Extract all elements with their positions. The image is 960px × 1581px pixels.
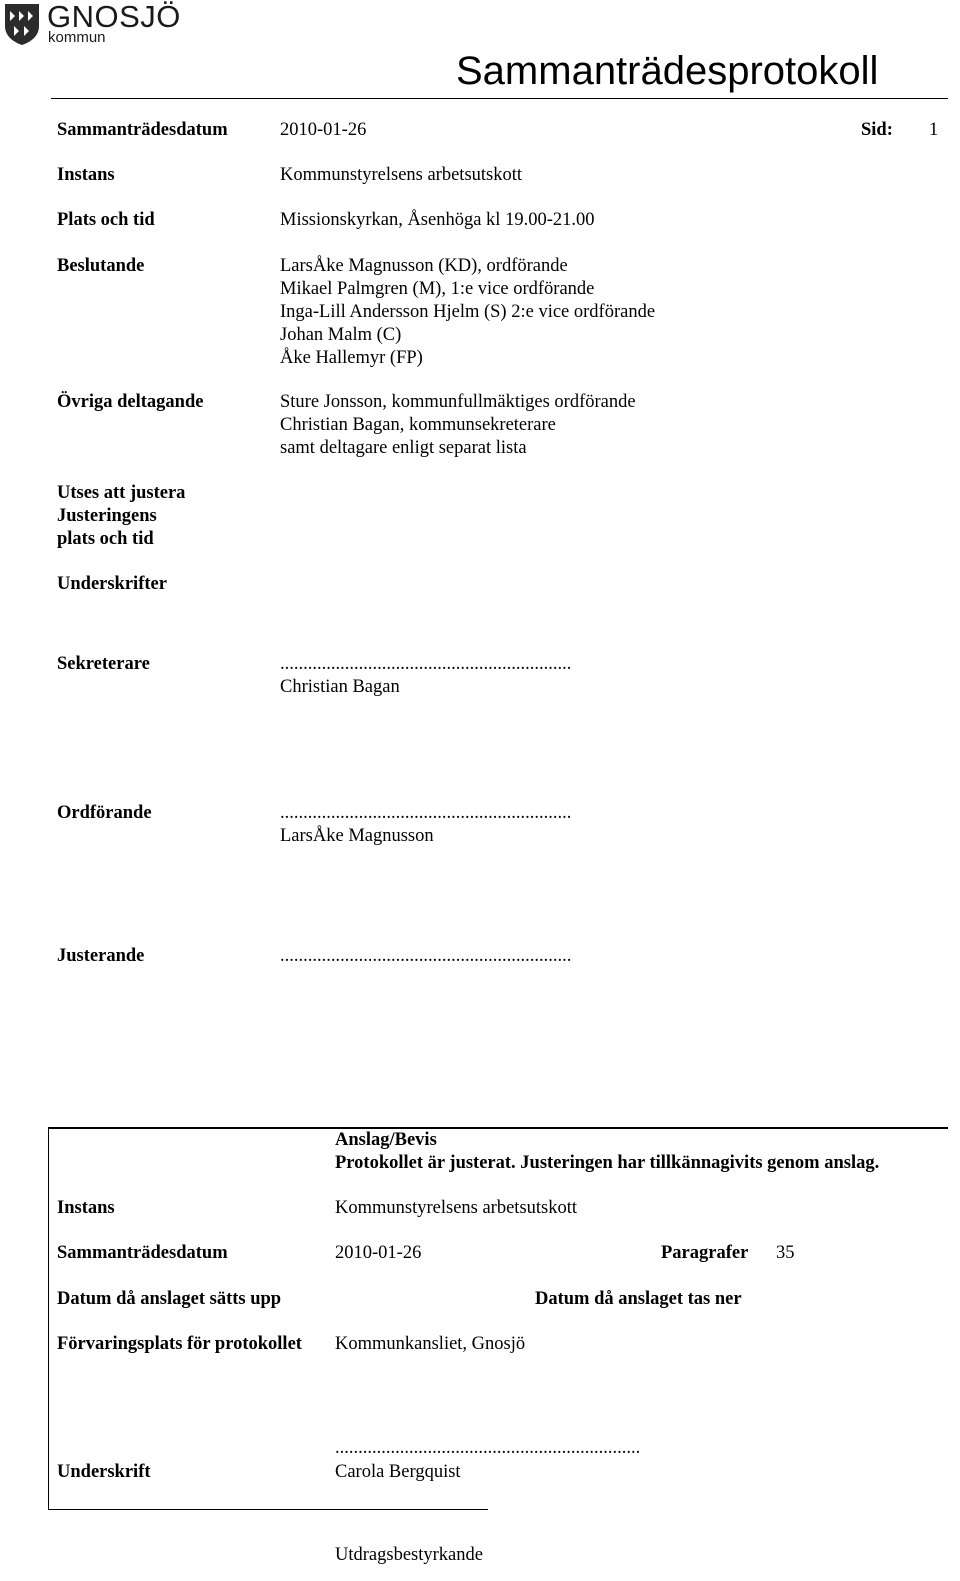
meeting-date-label: Sammanträdesdatum: [57, 120, 228, 140]
place-label: Plats och tid: [57, 210, 155, 230]
signatures-label: Underskrifter: [57, 574, 167, 594]
paragraphs-value: 35: [776, 1243, 795, 1263]
page-label: Sid:: [861, 120, 893, 140]
title-rule: [51, 98, 948, 99]
document-title: Sammanträdesprotokoll: [456, 49, 879, 93]
notice-date-label: Sammanträdesdatum: [57, 1243, 228, 1263]
extract-certification-label: Utdragsbestyrkande: [335, 1545, 483, 1565]
other-participants: Sture Jonsson, kommunfullmäktiges ordförande Christian Bagan, kommunsekreterare samt deltagare enligt separat lista: [280, 392, 636, 458]
chair-signature-line: ...............................................................: [280, 803, 572, 823]
notice-left-border: [48, 1127, 49, 1510]
coat-of-arms-icon: [3, 2, 41, 46]
chair-name: LarsÅke Magnusson: [280, 826, 434, 846]
deciding-members: LarsÅke Magnusson (KD), ordförande Mikael Palmgren (M), 1:e vice ordförande Inga-Lill Andersson Hjelm (S) 2:e vice ordförande Johan Malm (C) Åke Hallemyr (FP): [280, 256, 656, 368]
secretary-signature-line: ...............................................................: [280, 654, 572, 674]
notice-top-border: [48, 1127, 948, 1129]
notice-heading: Anslag/Bevis: [335, 1130, 437, 1150]
notice-date-value: 2010-01-26: [335, 1243, 422, 1263]
notice-instance-value: Kommunstyrelsens arbetsutskott: [335, 1198, 578, 1218]
deciding-label: Beslutande: [57, 256, 145, 276]
paragraphs-label: Paragrafer: [661, 1243, 749, 1263]
notice-instance-label: Instans: [57, 1198, 115, 1218]
secretary-name: Christian Bagan: [280, 677, 400, 697]
notice-statement: Protokollet är justerat. Justeringen har tillkännagivits genom anslag.: [335, 1153, 880, 1173]
signature-name: Carola Bergquist: [335, 1462, 461, 1482]
meeting-date-value: 2010-01-26: [280, 120, 367, 140]
adjuster-label: Justerande: [57, 946, 145, 966]
page-number: 1: [929, 120, 939, 140]
signature-line: ..................................................................: [335, 1438, 641, 1458]
adjustment-label: Utses att justera Justeringens plats och tid: [57, 483, 186, 549]
municipality-logo: [3, 0, 181, 48]
secretary-label: Sekreterare: [57, 654, 150, 674]
chair-label: Ordförande: [57, 803, 152, 823]
storage-label: Förvaringsplats för protokollet: [57, 1334, 302, 1354]
storage-value: Kommunkansliet, Gnosjö: [335, 1334, 526, 1354]
posted-date-label: Datum då anslaget sätts upp: [57, 1289, 282, 1309]
notice-bottom-rule: [48, 1509, 488, 1510]
other-participants-label: Övriga deltagande: [57, 392, 204, 412]
signature-label: Underskrift: [57, 1462, 151, 1482]
logo-name: GNOSJÖ: [47, 0, 181, 34]
adjuster-signature-line: ...............................................................: [280, 946, 572, 966]
logo-subtitle: kommun: [48, 29, 106, 46]
removed-date-label: Datum då anslaget tas ner: [535, 1289, 742, 1309]
instance-label: Instans: [57, 165, 115, 185]
place-value: Missionskyrkan, Åsenhöga kl 19.00-21.00: [280, 210, 595, 230]
instance-value: Kommunstyrelsens arbetsutskott: [280, 165, 523, 185]
